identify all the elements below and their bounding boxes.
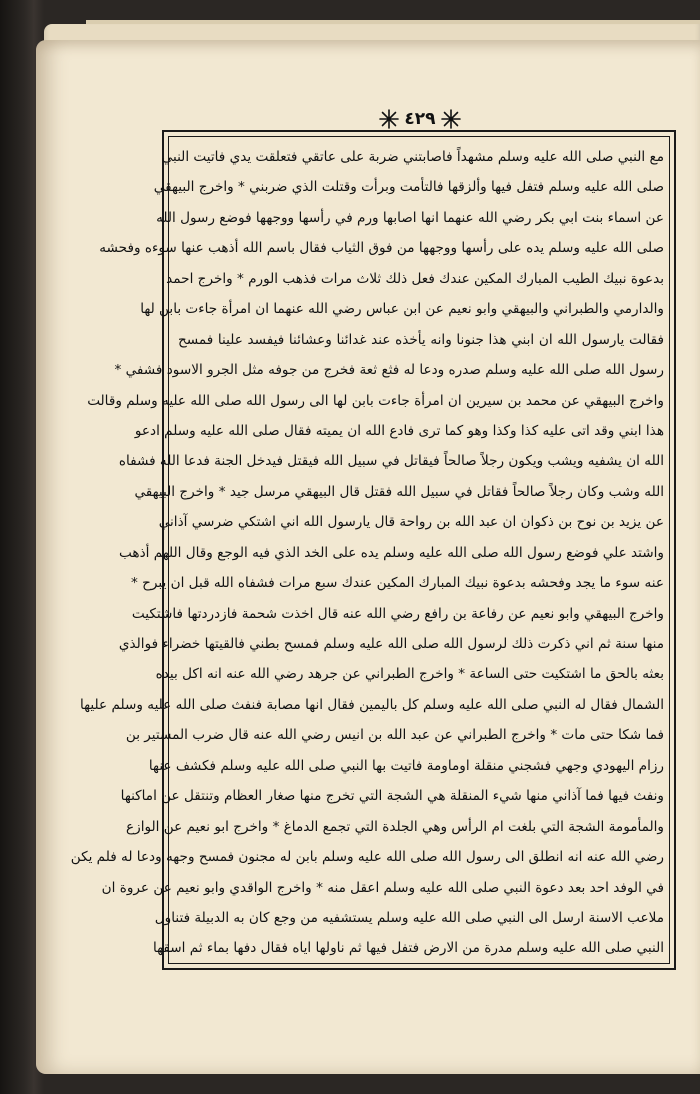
text-line: النبي صلى الله عليه وسلم مدرة من الارض فتفل فيها ثم ناولها اياه فقال دفها بماء ثم اسقها: [152, 940, 664, 957]
text-line: الشمال فقال له النبي صلى الله عليه وسلم كل باليمين فقال انها مصابة فنفث صلى الله عليه وسلم عليها: [80, 696, 664, 713]
text-line: في الوفد احد بعد دعوة النبي صلى الله عليه وسلم اعقل منه * واخرج الواقدي وابو نعيم عن عروة ان: [101, 879, 664, 896]
text-line: فما شكا حتى مات * واخرج الطبراني عن عبد الله بن انيس رضي الله عنه قال ضرب المستير بن: [125, 727, 664, 744]
text-line: رسول الله صلى الله عليه وسلم صدره ودعا له فثع ثعة فخرج من جوفه مثل الجرو الاسود فشفي *: [114, 362, 664, 379]
text-line: عن يزيد بن نوح بن ذكوان ان عبد الله بن رواحة قال يارسول الله اني اشتكي ضرسي آذاني: [158, 514, 664, 531]
text-line: مع النبي صلى الله عليه وسلم مشهداً فاصابتني ضربة على عاتقي فتعلقت يدي فاتيت النبي: [161, 149, 664, 165]
text-line: الله وشب وكان رجلاً صالحاً فقاتل في سبيل الله فقتل قال البيهقي مرسل جيد * واخرج البيهقي: [134, 483, 664, 500]
text-line: واشتد علي فوضع رسول الله صلى الله عليه وسلم يده على الخد الذي فيه الوجع وقال اللهم أذهب: [119, 544, 664, 561]
star-flourish-icon: [378, 108, 400, 130]
text-body: [70, 142, 664, 960]
text-line: رضي الله عنه انه انطلق الى رسول الله صلى الله عليه وسلم بابن له مجنون فمسح وجهه ودعا له فلم يكن: [70, 849, 664, 866]
text-line: هذا ابني وقد اتى عليه كذا وكذا وهو كما ترى فادع الله ان يميته فقال صلى الله عليه وسلم ادعو: [134, 422, 664, 439]
page-number: ٤٢٩: [404, 109, 436, 129]
text-line: صلى الله عليه وسلم يده على رأسها ووجهها من فوق الثياب فقال باسم الله أذهب عنها سوءه وفحشه: [99, 240, 664, 257]
text-line: منها سنة ثم اني ذكرت ذلك لرسول الله صلى الله عليه وسلم فمسح بطني فالقيتها خضراء فوالذي: [118, 636, 664, 652]
text-frame: [70, 130, 676, 970]
text-line: فقالت يارسول الله ان ابني هذا جنونا وانه يأخذه عند غدائنا وعشائنا فيفسد علينا فمسح: [178, 331, 664, 348]
text-line: رزام اليهودي وجهي فشجني منقلة اوماومة فاتيت بها النبي صلى الله عليه وسلم فكشف عنها: [148, 757, 664, 774]
star-flourish-icon: [440, 108, 462, 130]
text-line: عنه سوء ما يجد وفحشه بدعوة نبيك المبارك المكين عندك سبع مرات فشفاه الله قبل ان يبرح *: [131, 575, 664, 592]
text-line: والمأمومة الشجة التي بلغت ام الرأس وهي الجلدة التي تجمع الدماغ * واخرج ابو نعيم عن الوازع: [126, 818, 664, 835]
text-line: بعثه بالحق ما اشتكيت حتى الساعة * واخرج الطبراني عن جرهد رضي الله عنه انه اكل بيده: [155, 666, 664, 683]
text-line: ملاعب الاسنة ارسل الى النبي صلى الله عليه وسلم يستشفيه من وجع كان به الدبيلة فتناول: [154, 909, 664, 926]
text-line: صلى الله عليه وسلم فتفل فيها وألزقها فالتأمت وبرأت وقتلت الذي ضربني * واخرج البيهقي: [153, 179, 664, 196]
text-line: والدارمي والطبراني والبيهقي وابو نعيم عن ابن عباس رضي الله عنهما ان امرأة جاءت بابن لها: [140, 301, 664, 318]
text-line: واخرج البيهقي عن محمد بن سيرين ان امرأة جاءت بابن لها الى رسول الله صلى الله عليه وسلم وقالت: [87, 392, 664, 409]
text-line: عن اسماء بنت ابي بكر رضي الله عنهما انها اصابها ورم في رأسها ووجهها فوضع رسول الله: [156, 209, 664, 226]
text-line: بدعوة نبيك الطيب المبارك المكين عندك فعل ذلك ثلاث مرات فذهب الورم * واخرج احمد: [166, 270, 664, 287]
text-line: الله ان يشفيه ويشب ويكون رجلاً صالحاً فيقاتل في سبيل الله فيقتل فيدخل الجنة فدعا الله فشفاه: [118, 453, 664, 470]
text-line: ونفث فيها فما آذاني منها شيء المنقلة هي الشجة التي تخرج منها صغار العظام وتنتقل عن اماكنها: [120, 788, 664, 805]
text-line: واخرج البيهقي وابو نعيم عن رفاعة بن رافع رضي الله عنه قال اخذت شحمة فازدردتها فاشتكيت: [131, 605, 664, 622]
